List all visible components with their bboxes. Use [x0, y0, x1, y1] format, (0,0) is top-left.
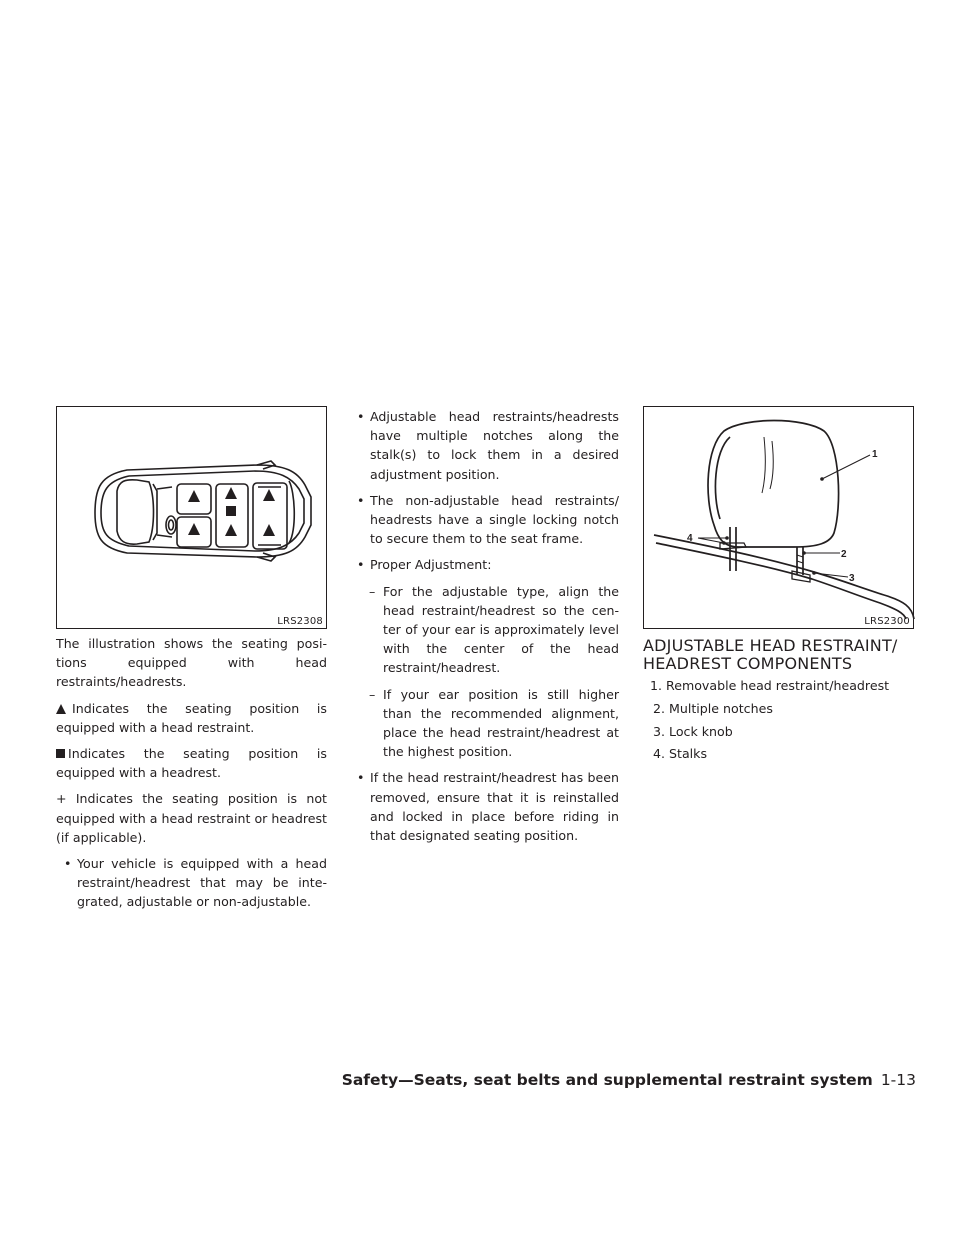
bullet-item: • Your vehicle is equipped with a head restraint/headrest that may be inte- grated, adjustable or non-adjustable.: [64, 856, 327, 910]
bullet-item: • Proper Adjustment:: [357, 557, 492, 573]
callout-4: 4: [687, 533, 693, 544]
triangle-icon: [56, 704, 66, 714]
bullet-text: The non-adjustable head restraints/ headrests have a single locking notch to secure them to the seat frame.: [370, 492, 619, 547]
middle-column: [357, 407, 619, 852]
head-restraint-illustration: [644, 407, 915, 630]
list-item: 2. Multiple notches: [653, 700, 773, 716]
bullet-item: • Adjustable head restraints/headrests have multiple notches along the stalk(s) to lock them in a desired adjustment position.: [357, 409, 619, 482]
head-restraint-figure: [643, 406, 914, 629]
triangle-legend: [56, 699, 327, 737]
callout-1: 1: [872, 449, 878, 460]
bullet-text: If the head restraint/headrest has been removed, ensure that it is reinstalled and locked in place before riding in that designated seating position.: [370, 770, 619, 844]
dash-item: – If your ear position is still higher than the recommended alignment, place the head restraint/headrest at the highest position.: [369, 686, 619, 760]
intro-paragraph: The illustration shows the seating posi- tions equipped with head restraints/headrests.: [56, 636, 327, 690]
page-footer: [342, 1071, 916, 1089]
plus-legend: + Indicates the seating position is not equipped with a head restraint or headrest (if applicable).: [56, 791, 327, 845]
list-item: 4. Stalks: [653, 746, 708, 762]
bullet-text: Adjustable head restraints/headrests have multiple notches along the stalk(s) to lock them in a desired adjustment position.: [370, 409, 619, 482]
bullet-item: • The non-adjustable head restraints/ headrests have a single locking notch to secure them to the seat frame.: [357, 492, 619, 547]
footer-section-title: Safety—Seats, seat belts and supplemental restraint system: [341, 1071, 873, 1089]
heading-line-2: HEADREST COMPONENTS: [643, 654, 853, 673]
square-legend-text: Indicates the seating position is equipped with a headrest.: [56, 746, 327, 781]
triangle-legend-text: Indicates the seating position is equipped with a head restraint.: [56, 700, 327, 735]
square-icon: [56, 749, 65, 758]
left-column: [56, 634, 327, 919]
callout-3: 3: [849, 573, 855, 584]
list-item: 3. Lock knob: [653, 723, 733, 739]
bullet-text: Your vehicle is equipped with a head restraint/headrest that may be inte- grated, adjustable or non-adjustable.: [77, 856, 327, 910]
seating-diagram-figure: [56, 406, 327, 629]
list-item: 1. Removable head restraint/headrest: [650, 678, 890, 693]
figure-code: LRS2300: [864, 616, 910, 627]
section-heading: [643, 637, 923, 673]
dash-item: – For the adjustable type, align the head restraint/headrest so the cen- ter of your ear is approximately level with the center of the head restraint/headrest.: [369, 583, 619, 676]
dash-text: For the adjustable type, align the head restraint/headrest so the cen- ter of your ear is approximately level with the center of the head restraint/headrest.: [383, 583, 619, 676]
bullet-text: Proper Adjustment:: [370, 557, 492, 573]
square-legend: [56, 744, 327, 782]
components-list: [650, 675, 920, 766]
car-top-view-illustration: [57, 407, 328, 630]
bullet-item: • If the head restraint/headrest has been removed, ensure that it is reinstalled and locked in place before riding in that designated seating position.: [357, 770, 619, 844]
figure-code: LRS2308: [277, 616, 323, 627]
heading-line-1: ADJUSTABLE HEAD RESTRAINT/: [643, 636, 898, 655]
callout-2: 2: [841, 549, 847, 560]
page-number: 1-13: [880, 1071, 916, 1089]
dash-text: If your ear position is still higher than the recommended alignment, place the head restraint/headrest at the highest position.: [383, 686, 619, 760]
